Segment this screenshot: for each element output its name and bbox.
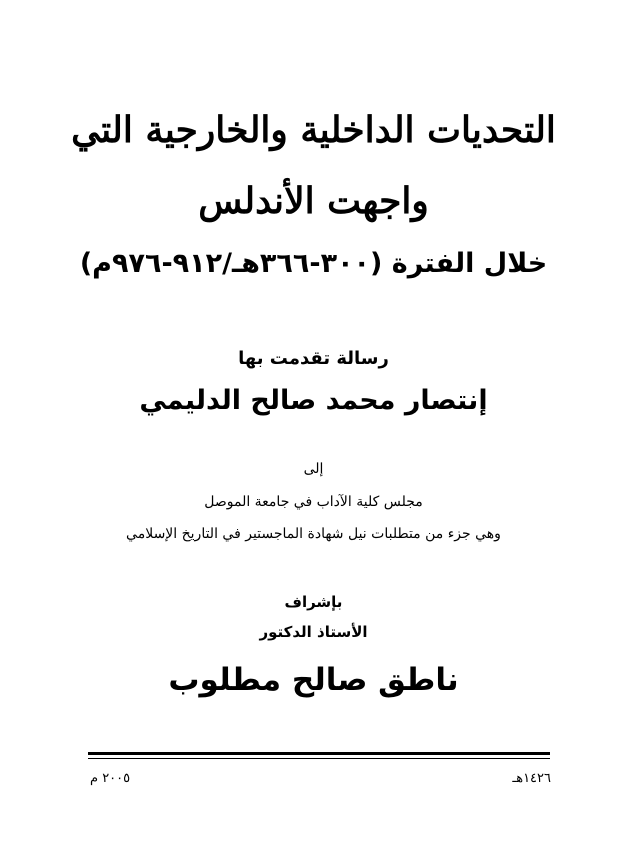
to-label: إلى bbox=[303, 461, 324, 477]
degree-purpose-text: وهي جزء من متطلبات نيل شهادة الماجستير في التاريخ الإسلامي bbox=[126, 526, 501, 542]
council-text: مجلس كلية الآداب في جامعة الموصل bbox=[204, 494, 423, 510]
gregorian-date: ٢٠٠٥ م bbox=[90, 771, 131, 786]
supervisor-name: ناطق صالح مطلوب bbox=[168, 662, 459, 698]
thesis-title-line-2: واجهت الأندلس bbox=[198, 180, 429, 222]
footer-divider-thick bbox=[88, 752, 550, 755]
author-name: إنتصار محمد صالح الدليمي bbox=[139, 385, 488, 416]
hijri-date: ١٤٢٦هـ bbox=[512, 771, 551, 786]
footer-divider-thin bbox=[88, 758, 550, 759]
supervisor-title: الأستاذ الدكتور bbox=[259, 623, 368, 641]
thesis-title-period: خلال الفترة (٣٠٠-٣٦٦هـ/٩١٢-٩٧٦م) bbox=[79, 248, 548, 279]
supervision-label: بإشراف bbox=[284, 593, 343, 611]
submitted-by-label: رسالة تقدمت بها bbox=[238, 348, 389, 369]
thesis-title-line-1: التحديات الداخلية والخارجية التي bbox=[71, 109, 556, 151]
